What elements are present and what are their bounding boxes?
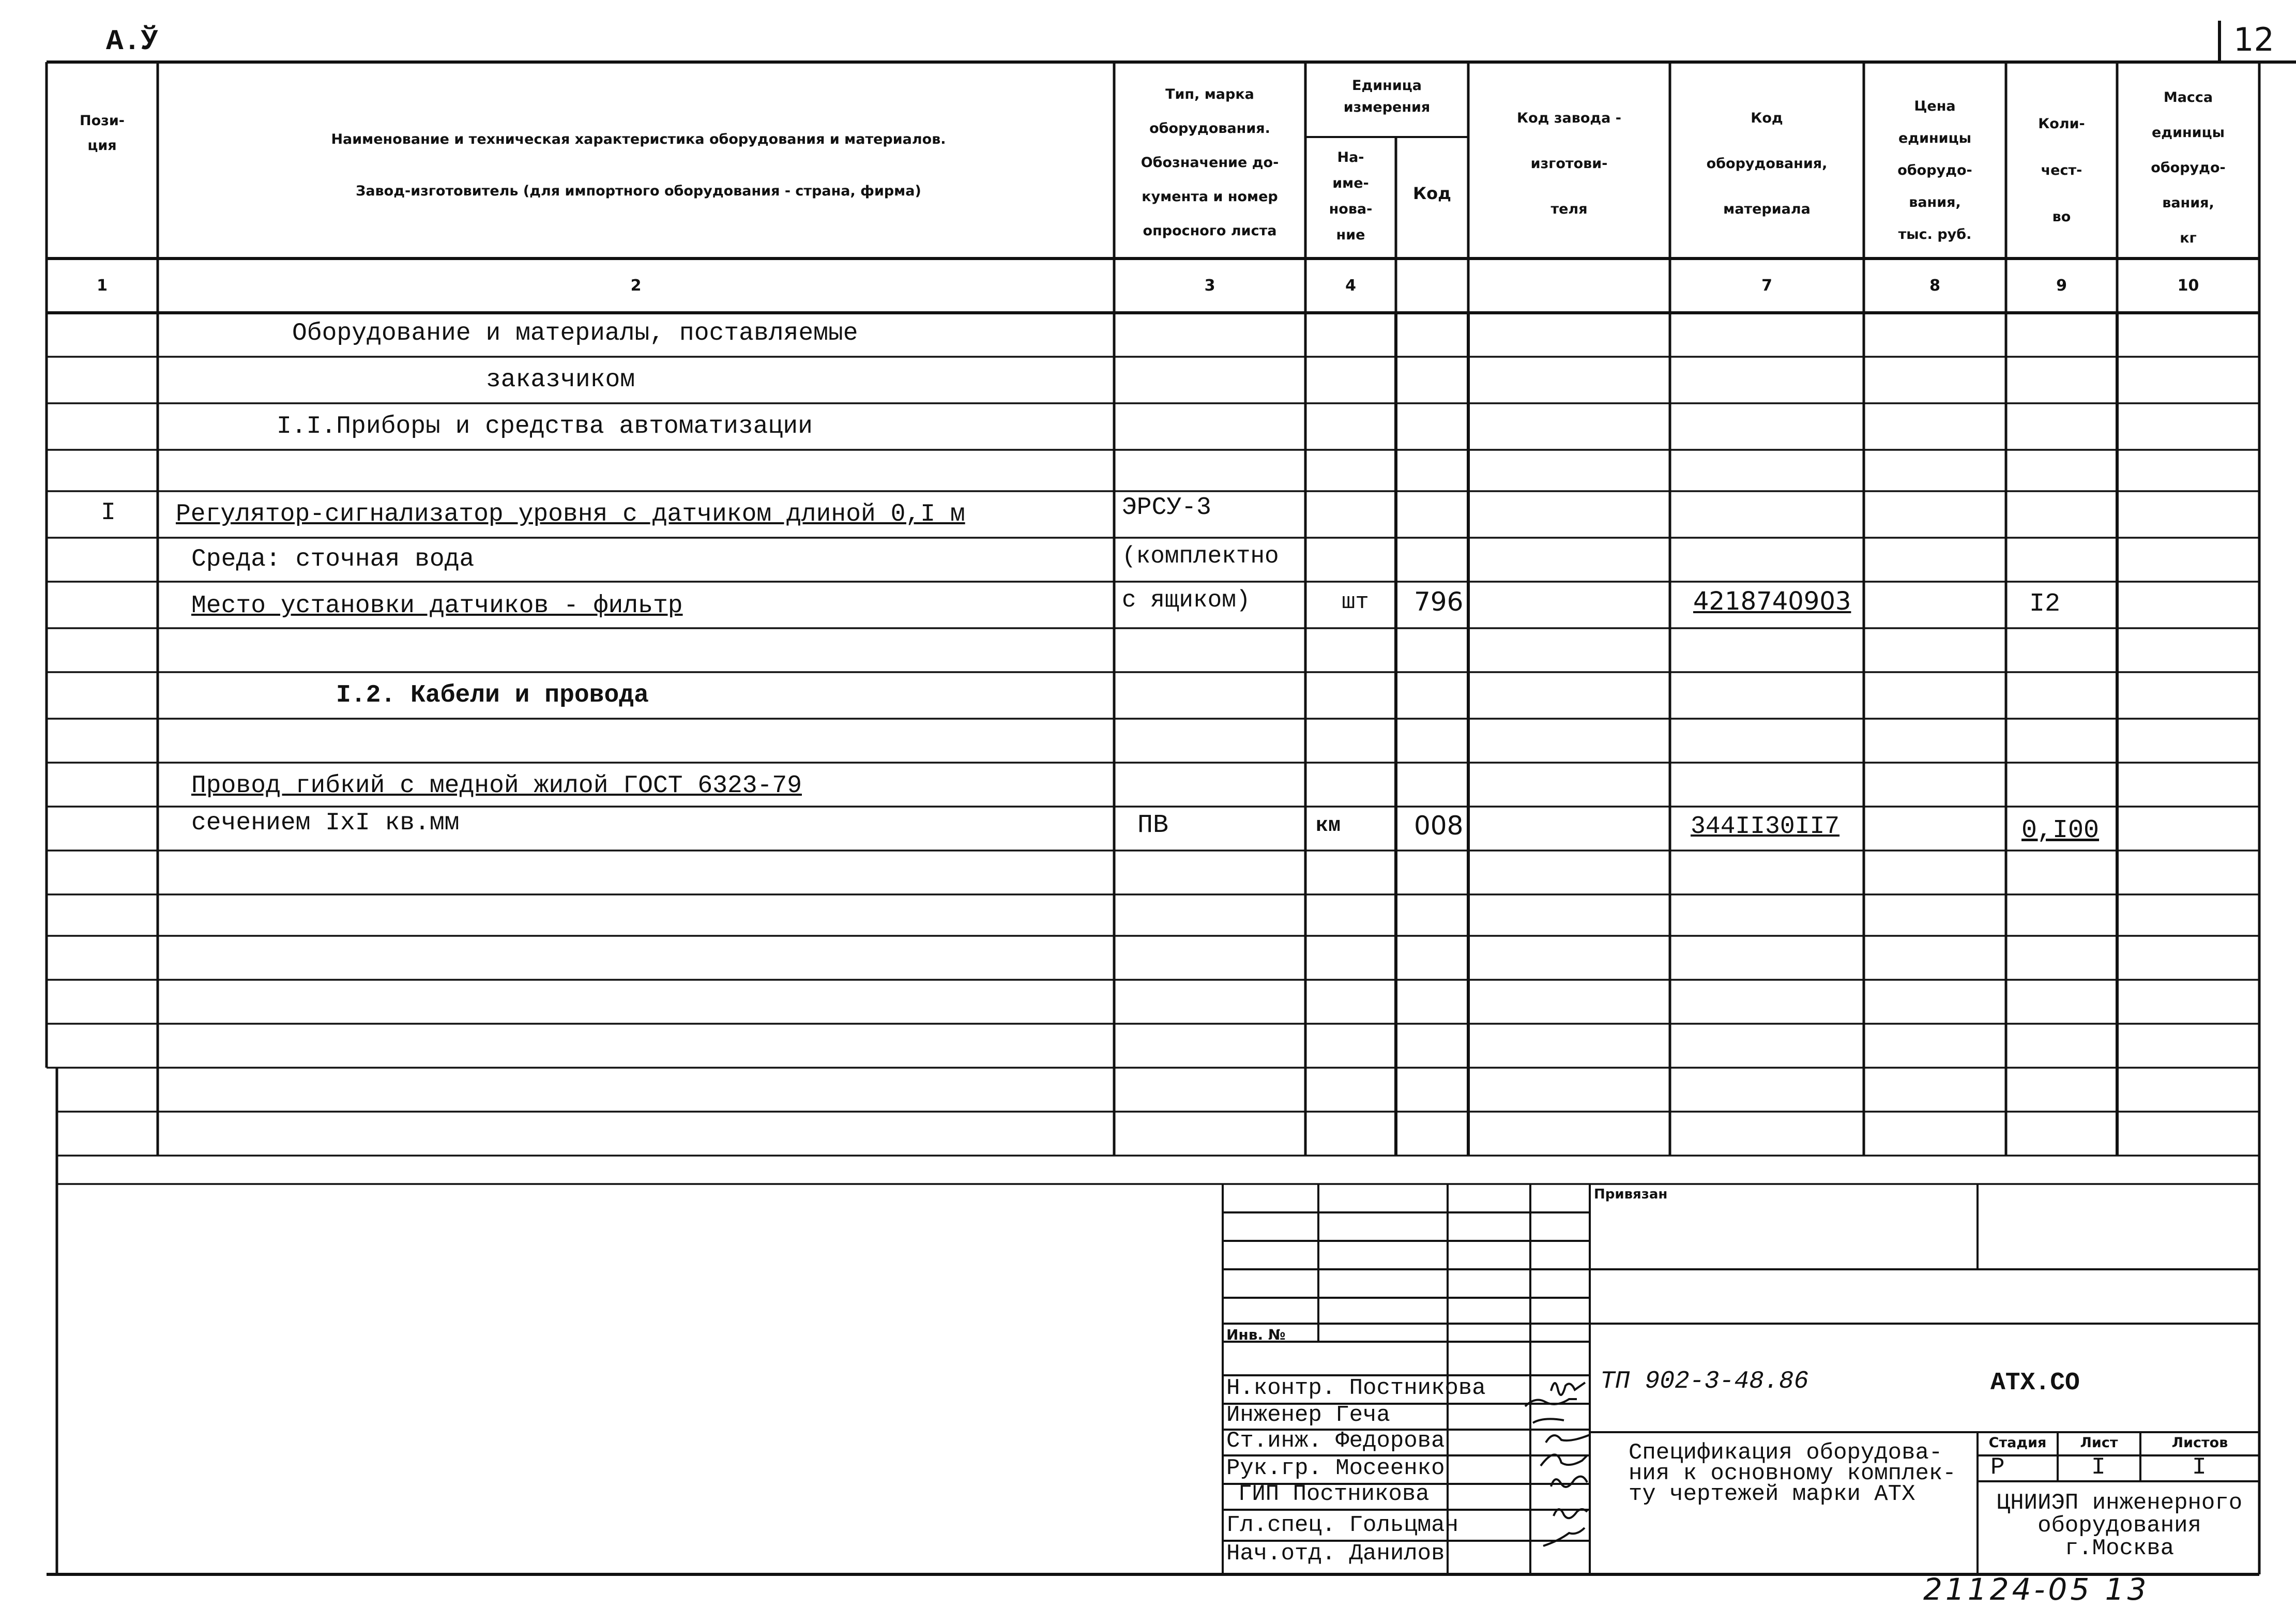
drawing-mark: АТХ.СО xyxy=(1990,1369,2080,1397)
col-number: 2 xyxy=(630,277,642,295)
col-number: 8 xyxy=(1929,277,1940,295)
item-medium: Среда: сточная вода xyxy=(191,545,475,573)
col-number: 9 xyxy=(2056,277,2067,295)
item-type: с ящиком) xyxy=(1122,587,1251,614)
staff-row: Нач.отд. Данилов xyxy=(1226,1541,1445,1567)
sheets-label: Листов xyxy=(2171,1435,2228,1451)
archive-number: 21124-05 13 xyxy=(1923,1572,2150,1607)
staff-row: Н.контр. Постникова xyxy=(1226,1375,1486,1401)
sheets-value: I xyxy=(2192,1454,2207,1481)
item-type: ПВ xyxy=(1137,811,1169,840)
privyazan-label: Привязан xyxy=(1594,1187,1668,1202)
staff-row: Гл.спец. Гольцман xyxy=(1226,1512,1458,1538)
item-equipment-code: 4218740903 xyxy=(1693,587,1851,616)
item-equipment-code: 344II30II7 xyxy=(1691,813,1840,841)
sheet-value: I xyxy=(2091,1454,2106,1481)
header-unit-code: Код xyxy=(1413,184,1451,203)
item-unit-code: 796 xyxy=(1414,587,1464,617)
stage-value: Р xyxy=(1990,1454,2005,1481)
item-name: Регулятор-сигнализатор уровня с датчиком длиной 0,I м xyxy=(176,500,965,528)
staff-row: ГИП Постникова xyxy=(1238,1481,1430,1507)
section-title: заказчиком xyxy=(486,366,635,394)
header-name: Наименование и техническая характеристика оборудования и материалов. Завод-изготовитель (для импортного оборудования - страна, фирма) xyxy=(331,131,946,199)
subsection-title: I.I.Приборы и средства автоматизации xyxy=(277,413,813,441)
header-mass: Масса единицы оборудо- вания, кг xyxy=(2151,89,2226,246)
document-number: ТП 902-3-48.86 xyxy=(1600,1368,1809,1395)
stage-label: Стадия xyxy=(1988,1435,2047,1451)
header-type: Тип, марка оборудования. Обозначение до- кумента и номер опросного листа xyxy=(1141,86,1279,239)
staff-row: Инженер Геча xyxy=(1226,1402,1390,1428)
item-section: сечением IxI кв.мм xyxy=(191,809,460,837)
organization: ЦНИИЭП инженерного оборудования г.Москва xyxy=(1996,1490,2243,1561)
item-location: Место установки датчиков - фильтр xyxy=(191,592,683,620)
item-quantity: I2 xyxy=(2029,589,2061,619)
header-equipment-code: Код оборудования, материала xyxy=(1706,110,1828,217)
item-position: I xyxy=(101,499,116,527)
col-number: 10 xyxy=(2177,277,2199,295)
document-title: Спецификация оборудова- ния к основному комплек- ту чертежей марки АТХ xyxy=(1629,1440,1956,1507)
header-quantity: Коли- чест- во xyxy=(2038,116,2085,225)
sheet-label: Лист xyxy=(2080,1435,2118,1451)
section-title: Оборудование и материалы, поставляемые xyxy=(292,320,858,347)
signatures xyxy=(1448,1375,1590,1574)
item-type: (комплектно xyxy=(1122,543,1279,570)
header-price: Цена единицы оборудо- вания, тыс. руб. xyxy=(1897,98,1972,242)
staff-row: Рук.гр. Мосеенко xyxy=(1226,1455,1445,1481)
corner-mark: А.Ў xyxy=(106,25,158,58)
col-number: 1 xyxy=(97,277,108,295)
header-unit-group: Единица измерения xyxy=(1343,78,1431,115)
col-number: 3 xyxy=(1204,277,1215,295)
header-unit-name: На- име- нова- ние xyxy=(1329,149,1373,243)
inventory-number-label: Инв. № xyxy=(1226,1326,1286,1343)
subsection-title: I.2. Кабели и провода xyxy=(336,681,649,709)
item-unit: км xyxy=(1316,814,1341,838)
item-name: Провод гибкий с медной жилой ГОСТ 6323-79 xyxy=(191,772,802,800)
item-type: ЭРСУ-3 xyxy=(1122,494,1211,522)
page-number: 12 xyxy=(2233,21,2274,58)
item-quantity: 0,I00 xyxy=(2021,816,2100,845)
col-number: 4 xyxy=(1345,277,1356,295)
staff-row: Ст.инж. Федорова xyxy=(1226,1428,1445,1454)
col-number: 7 xyxy=(1761,277,1772,295)
header-position: Пози- ция xyxy=(80,113,125,154)
item-unit-code: 008 xyxy=(1414,811,1464,841)
item-unit: шт xyxy=(1342,589,1369,615)
header-maker-code: Код завода - изготови- теля xyxy=(1517,110,1621,217)
